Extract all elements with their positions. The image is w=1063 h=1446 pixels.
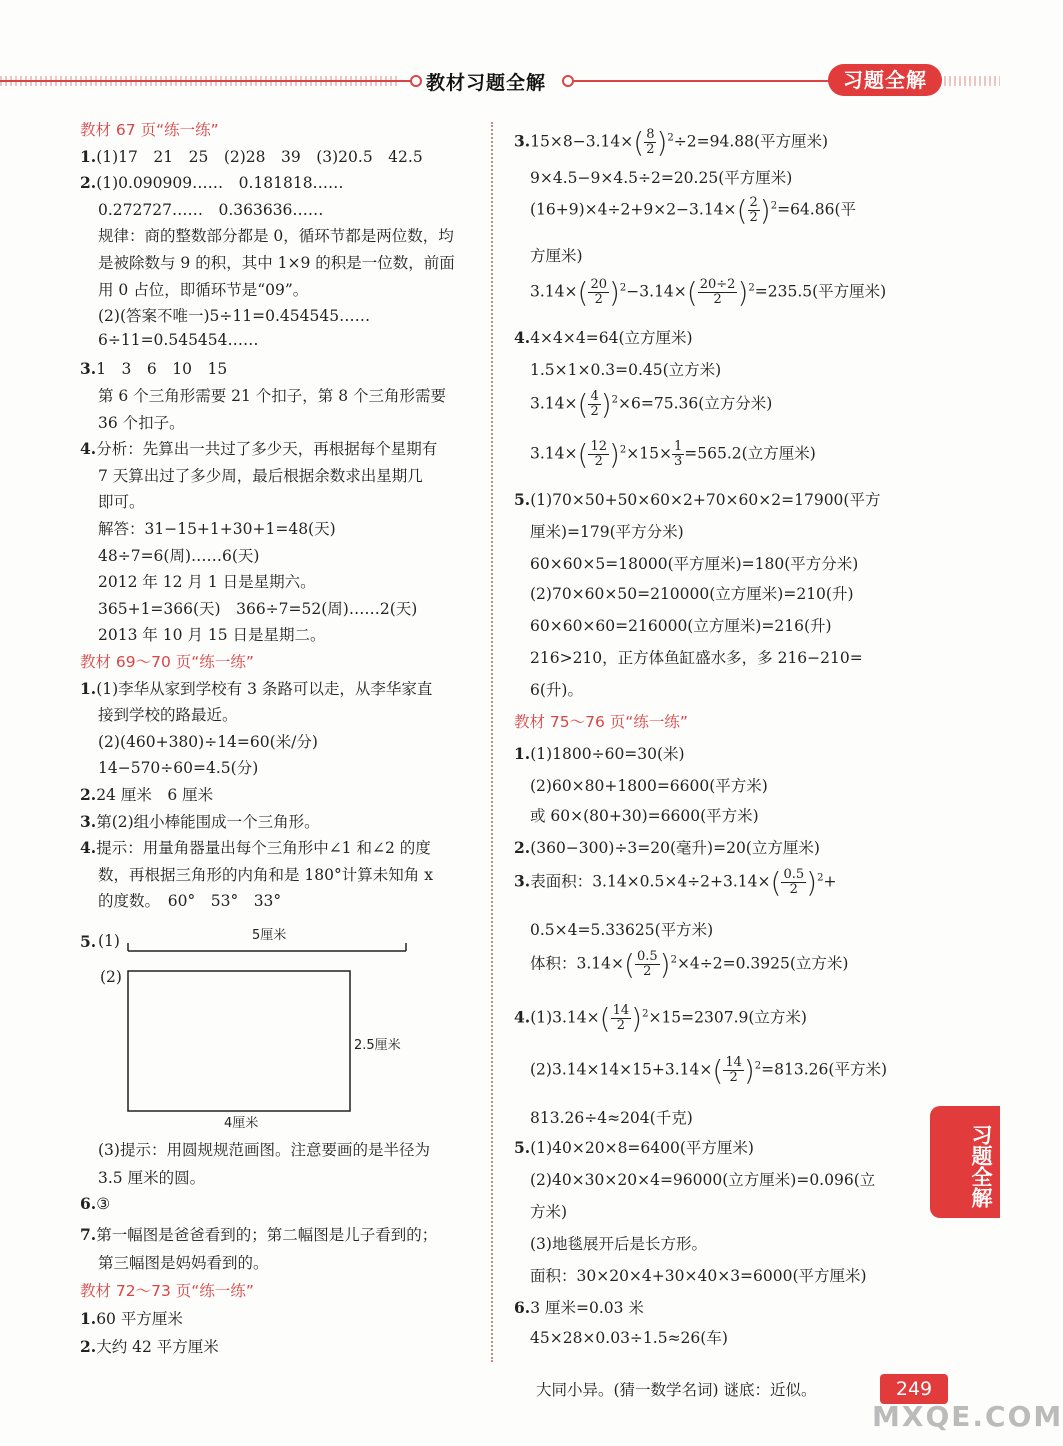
fraction <box>588 440 609 469</box>
fraction <box>635 950 660 979</box>
denominator: 2 <box>713 292 722 307</box>
text: (2)3.14×14×15+3.14× <box>530 1060 713 1079</box>
paren: ( <box>633 126 645 159</box>
answer-line: 365+1=366(天) 366÷7=52(周)……2(天) <box>98 599 418 618</box>
rect-width-label: 4厘米 <box>224 1116 259 1131</box>
text: ×15× <box>626 444 672 463</box>
answer-line: (2)70×60×50=210000(立方厘米)=210(升) <box>530 585 854 603</box>
section-heading: 教材 72～73 页“练一练” <box>80 1282 254 1300</box>
paren: ( <box>770 866 782 899</box>
answer-line: 9×4.5−9×4.5÷2=20.25(平方厘米) <box>530 169 793 187</box>
answer-line <box>80 437 437 459</box>
denominator: 2 <box>594 292 603 307</box>
answer-line: 面积：30×20×4+30×40×3=6000(平方厘米) <box>530 1267 867 1285</box>
answer-line <box>80 677 432 699</box>
square-exponent: 2 <box>817 872 824 884</box>
square-exponent: 2 <box>754 1060 762 1072</box>
text: + <box>823 872 837 891</box>
answer-line: (2)40×30×20×4=96000(立方厘米)=0.096(立 <box>530 1171 876 1189</box>
q-number: 3. <box>80 811 97 831</box>
answer-line: 45×28×0.03÷1.5≈26(车) <box>530 1329 728 1347</box>
square-exponent: 2 <box>670 954 677 966</box>
answer-line: 用 0 占位，即循环节是“09”。 <box>98 280 309 299</box>
text: =565.2(立方厘米) <box>684 444 816 463</box>
text: 24 厘米 6 厘米 <box>96 786 214 804</box>
answer-line: 216>210，正方体鱼缸盛水多，多 216−210= <box>530 649 863 667</box>
fraction <box>781 868 806 897</box>
answer-line: (2)(答案不唯一)5÷11=0.454545…… <box>98 307 371 326</box>
segment-length-label: 5厘米 <box>252 928 287 943</box>
text: 大约 42 平方厘米 <box>96 1338 219 1357</box>
fraction <box>588 278 609 307</box>
denominator: 2 <box>590 404 599 419</box>
denominator: 2 <box>646 142 655 157</box>
denominator: 2 <box>789 882 798 897</box>
paren: ( <box>686 276 698 309</box>
denominator: 2 <box>594 454 603 469</box>
numerator: 1 <box>674 439 683 454</box>
q-number: 1. <box>80 146 97 166</box>
square-exponent: 2 <box>770 200 778 212</box>
answer-line <box>514 1002 807 1035</box>
column-divider <box>491 122 493 1362</box>
numerator: 0.5 <box>636 949 658 964</box>
answer-line: 3.5 厘米的圆。 <box>98 1169 206 1188</box>
answer-line <box>514 866 836 899</box>
fraction <box>644 128 656 157</box>
q-number: 5. <box>514 490 531 509</box>
fraction <box>588 390 600 419</box>
answer-line: 14−570÷60=4.5(分) <box>98 759 259 778</box>
q-number: 3. <box>514 131 531 151</box>
text: (1)17 21 25 (2)28 39 (3)20.5 42.5 <box>96 147 423 166</box>
paren: ( <box>577 276 589 309</box>
watermark: MXQE.COM <box>872 1400 1063 1433</box>
paren: ( <box>577 388 589 421</box>
page-header <box>0 64 1000 100</box>
fraction <box>611 1004 632 1033</box>
fraction <box>723 1056 744 1085</box>
square-exponent: 2 <box>667 132 674 144</box>
text: (1)3.14× <box>530 1008 600 1027</box>
text: 3.14× <box>530 282 578 301</box>
header-title: 教材习题全解 <box>426 72 547 94</box>
answer-line: 或 60×(80+30)=6600(平方米) <box>530 807 759 825</box>
rectangle-4x2.5 <box>128 971 350 1111</box>
fig-part1-label: (1) <box>98 932 120 950</box>
answer-line: (3)地毯展开后是长方形。 <box>530 1235 707 1253</box>
square-exponent: 2 <box>642 1008 649 1020</box>
text: 提示：用量角器量出每个三角形中∠1 和∠2 的度 <box>96 839 431 858</box>
denominator: 3 <box>674 454 683 469</box>
text: (1)0.090909…… 0.181818…… <box>96 174 344 193</box>
answer-line <box>80 810 320 832</box>
text: ③ <box>96 1195 111 1214</box>
answer-line <box>80 145 423 167</box>
q-number: 1. <box>80 1309 97 1329</box>
paren: ) <box>806 866 818 899</box>
answer-line <box>80 357 227 379</box>
paren: ) <box>743 1054 755 1087</box>
text: (1)1800÷60=30(米) <box>530 745 685 763</box>
text: ×15=2307.9(立方米) <box>648 1008 807 1027</box>
q-number: 5. <box>514 1138 531 1157</box>
fraction <box>748 196 760 225</box>
text: 4×4×4=64(立方厘米) <box>530 329 693 347</box>
text: 表面积：3.14×0.5×4÷2+3.14× <box>530 872 771 891</box>
header-badge: 习题全解 <box>828 64 942 96</box>
answer-line <box>80 1194 110 1213</box>
text: (16+9)×4÷2+9×2−3.14× <box>530 200 737 219</box>
numerator: 20 <box>590 277 607 292</box>
q-number: 2. <box>80 785 97 804</box>
header-line-left <box>0 80 412 82</box>
answer-line: 方米) <box>530 1203 568 1221</box>
page-number: 249 <box>880 1374 948 1404</box>
q-number: 2. <box>80 173 97 193</box>
footer-riddle: 大同小异。(猜一数学名词) 谜底：近似。 <box>536 1381 817 1399</box>
text: (1)70×50+50×60×2+70×60×2=17900(平方 <box>530 491 881 509</box>
square-exponent: 2 <box>748 282 755 294</box>
answer-line <box>80 783 213 805</box>
paren: ) <box>659 948 671 981</box>
answer-line <box>80 1223 437 1245</box>
numerator: 12 <box>590 439 607 454</box>
header-circle-left <box>410 75 422 87</box>
text: 3.14× <box>530 444 578 463</box>
paren: ( <box>577 438 589 471</box>
paren: ( <box>712 1054 724 1087</box>
q-number: 4. <box>80 439 97 459</box>
text: (1)李华从家到学校有 3 条路可以走，从李华家直 <box>96 679 433 698</box>
fig-q-number: 5. <box>80 932 97 951</box>
q-number: 6. <box>80 1194 97 1214</box>
figure-svg <box>80 924 420 1134</box>
answer-line: 60×60×5=18000(平方厘米)=180(平方分米) <box>530 555 859 573</box>
q-number: 3. <box>80 359 97 379</box>
text: 第(2)组小棒能围成一个三角形。 <box>96 812 320 831</box>
numerator: 14 <box>612 1003 630 1018</box>
q-number: 1. <box>80 678 97 698</box>
answer-line: (3)提示：用圆规规范画图。注意要画的是半径为 <box>98 1141 430 1159</box>
text: 第一幅图是爸爸看到的；第二幅图是儿子看到的； <box>96 1225 438 1244</box>
text: 1 3 6 10 15 <box>96 360 228 379</box>
q-number: 6. <box>514 1298 531 1317</box>
answer-line <box>530 388 772 421</box>
numerator: 2 <box>749 195 758 210</box>
answer-line: (2)(460+380)÷14=60(米/分) <box>98 732 318 751</box>
header-dots-right <box>944 76 1000 86</box>
answer-line <box>80 171 344 193</box>
answer-line: 解答：31−15+1+30+1=48(天) <box>98 520 336 538</box>
q-number: 7. <box>80 1224 97 1244</box>
q-number: 4. <box>514 1007 531 1027</box>
answer-line <box>530 194 856 227</box>
q-number: 1. <box>514 744 531 763</box>
text: 3 厘米=0.03 米 <box>530 1299 644 1317</box>
answer-line <box>80 1335 219 1357</box>
paren: ( <box>736 194 748 227</box>
answer-line <box>514 742 685 764</box>
answer-line: 第三幅图是妈妈看到的。 <box>98 1253 269 1272</box>
figure-q5 <box>80 924 420 1134</box>
fig-part2-label: (2) <box>100 968 122 986</box>
numerator: 14 <box>725 1055 742 1070</box>
q-number: 4. <box>80 838 97 858</box>
answer-line <box>514 1296 644 1318</box>
fraction <box>698 278 738 307</box>
right-column <box>514 126 924 1356</box>
answer-line <box>514 126 828 159</box>
answer-line: 是被除数与 9 的积，其中 1×9 的积是一位数，前面 <box>98 254 455 272</box>
answer-line <box>514 836 820 858</box>
answer-line: 数，再根据三角形的内角和是 180°计算未知角 x <box>98 865 433 884</box>
text: =813.26(平方米) <box>761 1060 887 1079</box>
text: =64.86(平 <box>777 200 857 219</box>
paren: ) <box>631 1002 643 1035</box>
paren: ( <box>599 1002 611 1035</box>
answer-line: 0.272727…… 0.363636…… <box>98 200 324 219</box>
section-heading: 教材 69～70 页“练一练” <box>80 653 254 671</box>
numerator: 20÷2 <box>699 277 736 292</box>
text: −3.14× <box>626 282 687 301</box>
paren: ) <box>608 438 620 471</box>
answer-line: 厘米)=179(平方分米) <box>530 523 684 541</box>
numerator: 0.5 <box>783 867 805 882</box>
q-number: 4. <box>514 328 531 347</box>
text: 体积：3.14× <box>530 954 624 973</box>
answer-line <box>80 836 431 858</box>
rect-height-label: 2.5厘米 <box>354 1038 401 1053</box>
square-exponent: 2 <box>619 444 627 456</box>
left-column-bottom <box>80 1138 480 1358</box>
q-number: 2. <box>514 838 531 857</box>
answer-line <box>514 326 693 348</box>
answer-line: 第 6 个三角形需要 21 个扣子，第 8 个三角形需要 <box>98 387 447 405</box>
answer-line <box>530 948 848 981</box>
side-tab: 习题全解 <box>930 1106 1000 1218</box>
paren: ) <box>608 276 620 309</box>
square-exponent: 2 <box>619 282 627 294</box>
denominator: 2 <box>729 1070 738 1085</box>
text: 分析：先算出一共过了多少天，再根据每个星期有 <box>96 440 438 459</box>
paren: ) <box>737 276 749 309</box>
section-heading: 教材 75～76 页“练一练” <box>514 713 688 731</box>
answer-line: 48÷7=6(周)……6(天) <box>98 546 260 565</box>
answer-line <box>530 276 886 309</box>
answer-line: 规律：商的整数部分都是 0，循环节都是两位数，均 <box>98 227 454 246</box>
answer-line: 6(升)。 <box>530 681 583 699</box>
text: ÷2=94.88(平方厘米) <box>673 132 829 151</box>
answer-line: 1.5×1×0.3=0.45(立方米) <box>530 361 722 379</box>
answer-line: 0.5×4=5.33625(平方米) <box>530 921 714 939</box>
text: (1)40×20×8=6400(平方厘米) <box>530 1139 754 1157</box>
q-number: 2. <box>80 1337 97 1357</box>
paren: ) <box>600 388 612 421</box>
paren: ) <box>759 194 771 227</box>
answer-line: 7 天算出过了多少周，最后根据余数求出星期几 <box>98 466 423 485</box>
text: =235.5(平方厘米) <box>754 282 887 301</box>
paren: ( <box>624 948 635 981</box>
answer-line: 2013 年 10 月 15 日是星期二。 <box>98 626 326 645</box>
answer-line <box>530 1054 887 1087</box>
denominator: 2 <box>616 1018 625 1033</box>
text: 3.14× <box>530 394 578 413</box>
answer-line: 36 个扣子。 <box>98 413 185 432</box>
text: ×4÷2=0.3925(立方米) <box>676 954 849 973</box>
answer-line: 2012 年 12 月 1 日是星期六。 <box>98 573 316 592</box>
answer-line: 813.26÷4≈204(千克) <box>530 1109 693 1127</box>
section-heading: 教材 67 页“练一练” <box>80 121 219 139</box>
answer-line <box>530 438 816 471</box>
answer-line: 60×60×60=216000(立方厘米)=216(升) <box>530 617 832 635</box>
answer-line: (2)60×80+1800=6600(平方米) <box>530 777 768 795</box>
q-number: 3. <box>514 871 531 891</box>
denominator: 2 <box>749 210 758 225</box>
numerator: 8 <box>646 127 655 142</box>
denominator: 2 <box>643 964 652 979</box>
paren: ) <box>656 126 668 159</box>
answer-line: 接到学校的路最近。 <box>98 706 238 725</box>
text: 15×8−3.14× <box>530 132 634 151</box>
answer-line <box>80 1307 183 1329</box>
answer-line <box>514 1136 754 1158</box>
text: (360−300)÷3=20(毫升)=20(立方厘米) <box>530 839 820 857</box>
fraction <box>672 440 684 469</box>
answer-line: 的度数。 60° 53° 33° <box>98 892 282 911</box>
answer-line: 方厘米) <box>530 247 583 265</box>
answer-line <box>514 488 880 510</box>
header-line-right <box>572 80 830 82</box>
square-exponent: 2 <box>611 394 619 406</box>
answer-line: 即可。 <box>98 493 145 512</box>
text: 60 平方厘米 <box>96 1310 183 1329</box>
numerator: 4 <box>590 389 599 404</box>
text: ×6=75.36(立方分米) <box>618 394 773 413</box>
answer-line: 6÷11=0.545454…… <box>98 330 259 349</box>
